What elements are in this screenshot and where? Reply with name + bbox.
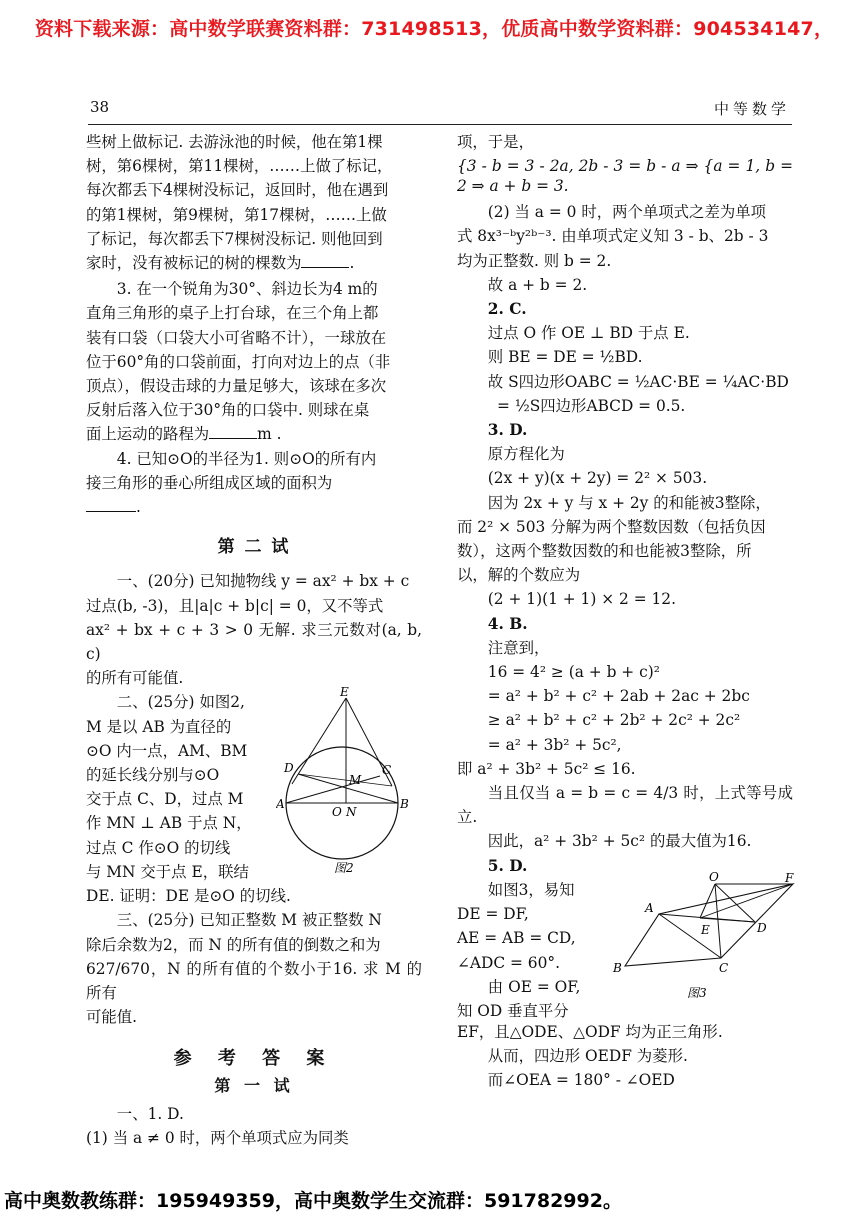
page-number: 38 — [90, 98, 110, 116]
figure-2 — [276, 686, 416, 883]
solution-5-text: 如图3，易知 DE = DF, AE = AB = CD, ∠ADC = 60°. 由 OE = OF, 知 OD 垂直平分 — [457, 880, 581, 1020]
fig2-label-D: D — [284, 761, 294, 776]
header-rule — [88, 124, 792, 125]
fig3-label-D: D — [757, 920, 767, 935]
answer-blank — [86, 497, 136, 512]
problem-2-block — [86, 686, 422, 908]
fig3-label-O: O — [709, 871, 719, 884]
fig3-label-B: B — [613, 960, 622, 975]
left-column — [86, 130, 422, 1150]
fig3-label-E: E — [701, 922, 710, 937]
problem-1: 一、(20分) 已知抛物线 y = ax² + bx + c 过点(b, -3)，且|a|c + b|c| = 0，又不等式 ax² + bx + c + 3 > 0 无解. 求三元数对(a, b, c) 的所有可能值. — [86, 572, 422, 688]
fig2-label-M: M — [349, 773, 362, 788]
fig2-label-A: A — [276, 797, 285, 812]
question-3: 3. 在一个锐角为30°、斜边长为4 m的 直角三角形的桌子上打台球，在三个角上都 装有口袋（口袋大小可省略不计），一球放在 位于60°角的口袋前面，打向对边上的点（非 顶点），假设击球的力量足够大，该球在多次 反射后落入位于30°角的口袋中. 则球在桌 面上运动的路程为 m . — [86, 280, 391, 444]
solution-5-continued: EF，且△ODE、△ODF 均为正三角形. 从而，四边形 OEDF 为菱形. 而∠OEA = 180° - ∠OED — [457, 1022, 723, 1090]
answer-blank — [209, 424, 257, 439]
problem-2: 二、(25分) 如图2, M 是以 AB 为直径的 ⊙O 内一点，AM、BM 的延长线分别与⊙O 交于点 C、D，过点 M 作 MN ⊥ AB 于点 N， 过点 C 作⊙O 的切线 与 MN 交于点 E，联结 DE. 证明：DE 是⊙O 的切线. — [86, 693, 291, 906]
source-banner: 资料下载来源：高中数学联赛资料群：731498513，优质高中数学资料群：904534147， — [34, 18, 834, 40]
answer-blank — [301, 253, 349, 268]
solution-5-block — [457, 871, 794, 1024]
fig2-label-O: O — [332, 805, 342, 820]
fig2-label-N: N — [346, 805, 357, 820]
fig2-label-B: B — [400, 797, 409, 812]
answers-title: 参 考 答 案 — [173, 1048, 335, 1070]
first-test-title: 第 一 试 — [214, 1075, 294, 1095]
figure-3 — [605, 872, 795, 1009]
fig3-label-F: F — [785, 871, 794, 885]
journal-title: 中等数学 — [713, 100, 790, 118]
group-banner: 高中奥数教练群：195949359，高中奥数学生交流群：591782992。 — [4, 1190, 622, 1212]
question-4: 4. 已知⊙O的半径为1. 则⊙O的所有内 接三角形的垂心所组成区域的面积为 . — [86, 449, 377, 517]
paragraph-q2-continued: 些树上做标记. 去游泳池的时候，他在第1棵 树，第6棵树，第11棵树，……上做了标记， 每次都丢下4棵树没标记，返回时，他在遇到 的第1棵树，第9棵树，第17棵树，……上做 了标记，每次都丢下7棵树没标记. 则他回到 家时，没有被标记的树的棵数为 . — [86, 133, 393, 273]
fig2-label-C: C — [382, 763, 392, 778]
fig3-label-A: A — [645, 900, 654, 915]
problem-3: 三、(25分) 已知正整数 M 被正整数 N 除后余数为2，而 N 的所有值的倒数之和为 627/670，N 的所有值的个数小于16. 求 M 的所有 可能值. — [86, 911, 422, 1027]
answer-1: 一、1. D. (1) 当 a ≠ 0 时，两个单项式应为同类 — [86, 1104, 349, 1148]
solution-1-continued: 项，于是， {3 - b = 3 - 2a, 2b - 3 = b - a ⇒ {a = 1, b = 2 ⇒ a + b = 3. (2) 当 a = 0 时，两个单项式之差为单项 式 8x³⁻ᵇy²ᵇ⁻³. 由单项式定义知 3 - b、2b - 3 均为正整数. 则 b = 2. 故 a + b = 2. 2. C. 过点 O 作 OE ⊥ BD 于点 E. 则 BE = DE = ½BD. 故 S四边形OABC = ½AC·BE = ¼AC·BD = ½S四边形ABCD = 0.5. 3. D. 原方程化为 (2x + y)(x + 2y) = 2² × 503. 因为 2x + y 与 x + 2y 的和能被3整除， 而 2² × 503 分解为两个整数因数（包括负因 数），这两个整数因数的和也能被3整除，所 以，解的个数应为 (2 + 1)(1 + 1) × 2 = 12. 4. B. 注意到， 16 = 4² ≥ (a + b + c)² = a² + b² + c² + 2ab + 2ac + 2bc ≥ a² + b² + c² + 2b² + 2c² + 2c² = a² + 3b² + 5c², 即 a² + 3b² + 5c² ≤ 16. 当且仅当 a = b = c = 4/3 时，上式等号成立. 因此，a² + 3b² + 5c² 的最大值为16. 5. D. — [457, 133, 793, 875]
fig2-caption: 图2 — [334, 861, 354, 876]
fig2-label-E: E — [340, 686, 349, 700]
right-column — [457, 130, 793, 1093]
fig3-label-C: C — [719, 960, 729, 975]
fig3-caption: 图3 — [687, 985, 707, 1000]
section-title-second-test: 第 二 试 — [217, 537, 291, 558]
